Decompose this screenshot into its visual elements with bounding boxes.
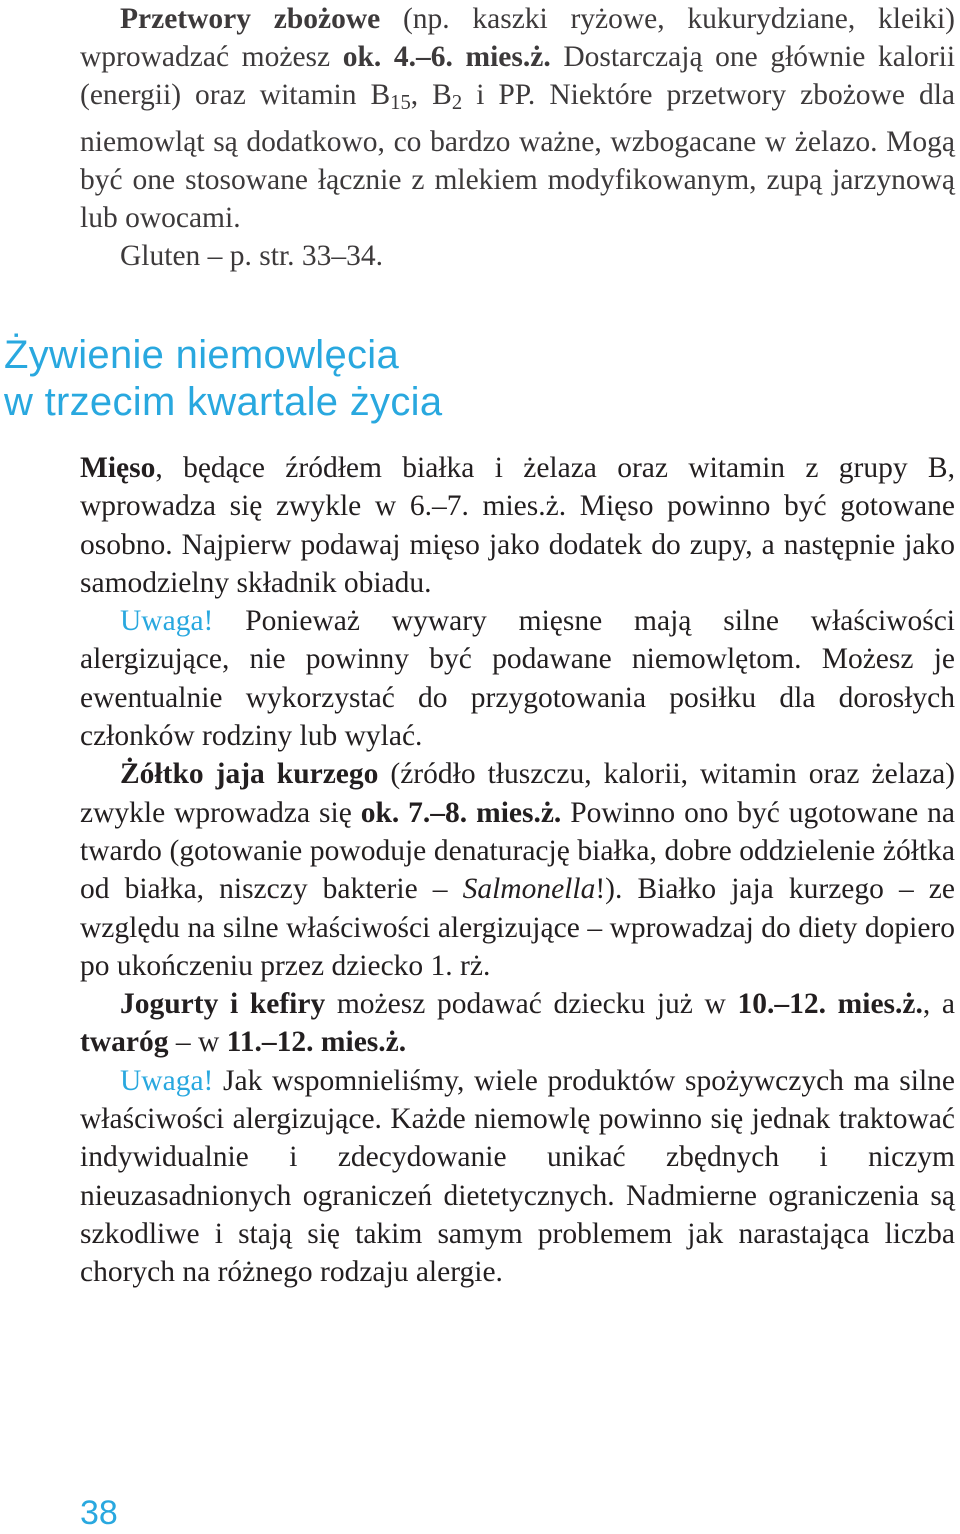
dairy-paragraph bbox=[80, 985, 955, 1062]
intro-sub-1: 15 bbox=[390, 92, 411, 115]
dairy-term-2: twaróg bbox=[80, 1026, 169, 1059]
egg-italic: Salmonella bbox=[462, 873, 596, 906]
intro-crossref: Gluten – p. str. 33–34. bbox=[120, 240, 384, 273]
dairy-text-3: – w bbox=[168, 1026, 227, 1059]
intro-text-4: i PP. Niektóre przetwory zbożowe dla niemowląt są dodatkowo, co bardzo ważne, wzbogacane w żelazo. Mogą być one stosowane łącznie z mlekiem modyfikowanym, zupą jarzynową lub owocami. bbox=[80, 79, 955, 235]
egg-text-2: Powinno ono być ugotowane na twardo (gotowanie powoduje denaturację białka, dobre oddzielenie żółtka od białka, niszczy bakterie – bbox=[80, 796, 956, 906]
page-number: 38 bbox=[80, 1494, 118, 1532]
intro-paragraph bbox=[80, 0, 955, 276]
intro-sub-2: 2 bbox=[451, 92, 463, 115]
intro-indent bbox=[80, 3, 120, 35]
dairy-text-1: możesz podawać dziecku już w bbox=[325, 988, 738, 1021]
warning-2-text: Jak wspomnieliśmy, wiele produktów spożywczych ma silne właściwości alergizujące. Każde niemowlę powinno się jednak traktować indywidualnie i zdecydowanie unikać zbędnych i niczym nieuzasadnionych ograniczeń dietetycznych. Nadmierne ograniczenia są szkodliwe i stają się takim samym problemem jak narastająca liczba chorych na różnego rodzaju alergie. bbox=[80, 1064, 955, 1289]
dairy-age-2: 11.–12. mies.ż. bbox=[226, 1026, 407, 1059]
warning-2-label: Uwaga! bbox=[120, 1064, 214, 1097]
section-heading-line-2: w trzecim kwartale życia bbox=[4, 380, 443, 424]
section-heading bbox=[4, 332, 904, 426]
section-heading-line-1: Żywienie niemowlęcia bbox=[4, 333, 400, 377]
egg-age: ok. 7.–8. mies.ż. bbox=[360, 796, 562, 829]
meat-text: , będące źródłem białka i żelaza oraz witamin z grupy B, wprowadza się zwykle w 6.–7. mies.ż. Mięso powinno być gotowane osobno. Najpierw podawaj mięso jako dodatek do zupy, a następnie jako samodzielny składnik obiadu. bbox=[80, 452, 955, 599]
meat-paragraph bbox=[80, 449, 955, 602]
intro-age: ok. 4.–6. mies.ż. bbox=[342, 41, 551, 74]
warning-1-paragraph bbox=[80, 602, 955, 755]
warning-1-label: Uwaga! bbox=[120, 605, 214, 638]
dairy-text-2: , a bbox=[922, 988, 956, 1021]
dairy-age-1: 10.–12. mies.ż. bbox=[737, 988, 923, 1021]
warning-1-text: Ponieważ wywary mięsne mają silne właściwości alergizujące, nie powinny być podawane niemowlętom. Możesz je ewentualnie wykorzystać do przygotowania posiłku dla dorosłych członków rodziny lub wylać. bbox=[80, 605, 955, 753]
section-body bbox=[80, 449, 955, 1292]
meat-term: Mięso bbox=[80, 452, 156, 484]
egg-text-1: (źródło tłuszczu, kalorii, witamin oraz żelaza) zwykle wprowadza się bbox=[80, 758, 955, 829]
intro-text-2: Dostarczają one głównie kalorii (energii) oraz witamin B bbox=[80, 41, 956, 112]
egg-text-3: !). Białko jaja kurzego – ze względu na silne właściwości alergizujące – wprowadzaj do diety dopiero po ukończeniu przez dziecko 1. rż. bbox=[80, 873, 955, 982]
intro-text-1: (np. kaszki ryżowe, kukurydziane, kleiki) wprowadzać możesz bbox=[80, 3, 955, 74]
dairy-term: Jogurty i kefiry bbox=[120, 988, 326, 1021]
intro-text-3: , B bbox=[410, 79, 452, 112]
intro-term: Przetwory zbożowe bbox=[120, 3, 381, 35]
warning-2-paragraph bbox=[80, 1062, 955, 1292]
egg-term: Żółtko jaja kurzego bbox=[120, 758, 379, 791]
egg-paragraph bbox=[80, 755, 955, 985]
